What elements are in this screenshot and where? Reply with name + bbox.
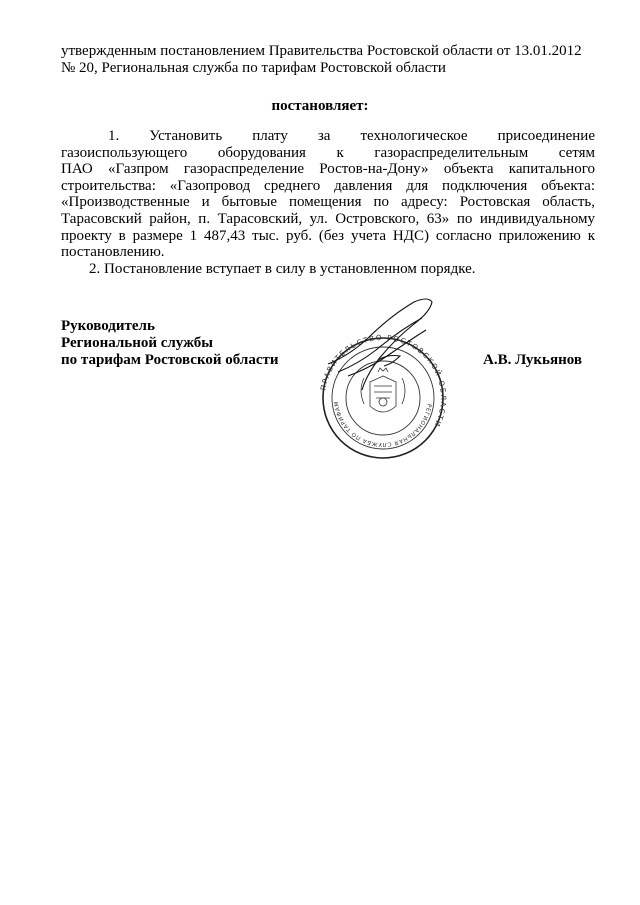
item2-paragraph: 2. Постановление вступает в силу в установленном порядке. <box>89 260 476 277</box>
item1-line-7: проекту в размере 1 487,43 тыс. руб. (без учета НДС) согласно приложению к <box>61 227 595 244</box>
official-seal-stamp <box>318 294 448 459</box>
item1-line-6: Тарасовский район, п. Тарасовский, ул. Островского, 63» по индивидуальному <box>61 210 595 227</box>
item1-line-5: «Производственные и бытовые помещения по адресу: Ростовская область, <box>61 194 595 211</box>
intro-line-2: № 20, Региональная служба по тарифам Ростовской области <box>61 59 446 76</box>
seal-outer-text: ПРАВИТЕЛЬСТВО РОСТОВСКОЙ ОБЛАСТИ <box>318 332 448 430</box>
signatory-title-line-1: Руководитель <box>61 318 155 334</box>
intro-paragraph <box>61 43 595 76</box>
item1-line-2: газоиспользующего оборудования к газораспределительным сетям <box>61 144 595 161</box>
decree-word: постановляет: <box>271 98 369 114</box>
decree-body <box>61 128 595 277</box>
item1-line-3: ПАО «Газпром газораспределение Ростов-на-Дону» объекта капитального <box>61 161 595 178</box>
signatory-title <box>61 318 279 369</box>
intro-line-1: утвержденным постановлением Правительства Ростовской области от 13.01.2012 <box>61 43 582 59</box>
seal-emblem <box>361 368 405 412</box>
signatory-name: А.В. Лукьянов <box>483 352 582 368</box>
item1-line-8: постановлению. <box>61 244 165 261</box>
signatory-title-line-3: по тарифам Ростовской области <box>61 352 279 368</box>
seal-inner-text: РЕГИОНАЛЬНАЯ СЛУЖБА ПО ТАРИФАМ <box>334 400 432 448</box>
signatory-title-line-2: Региональной службы <box>61 335 213 351</box>
item1-line-4: строительства: «Газопровод среднего давления для подключения объекта: <box>61 177 595 194</box>
item1-line-1: 1. Установить плату за технологическое присоединение <box>108 128 595 144</box>
